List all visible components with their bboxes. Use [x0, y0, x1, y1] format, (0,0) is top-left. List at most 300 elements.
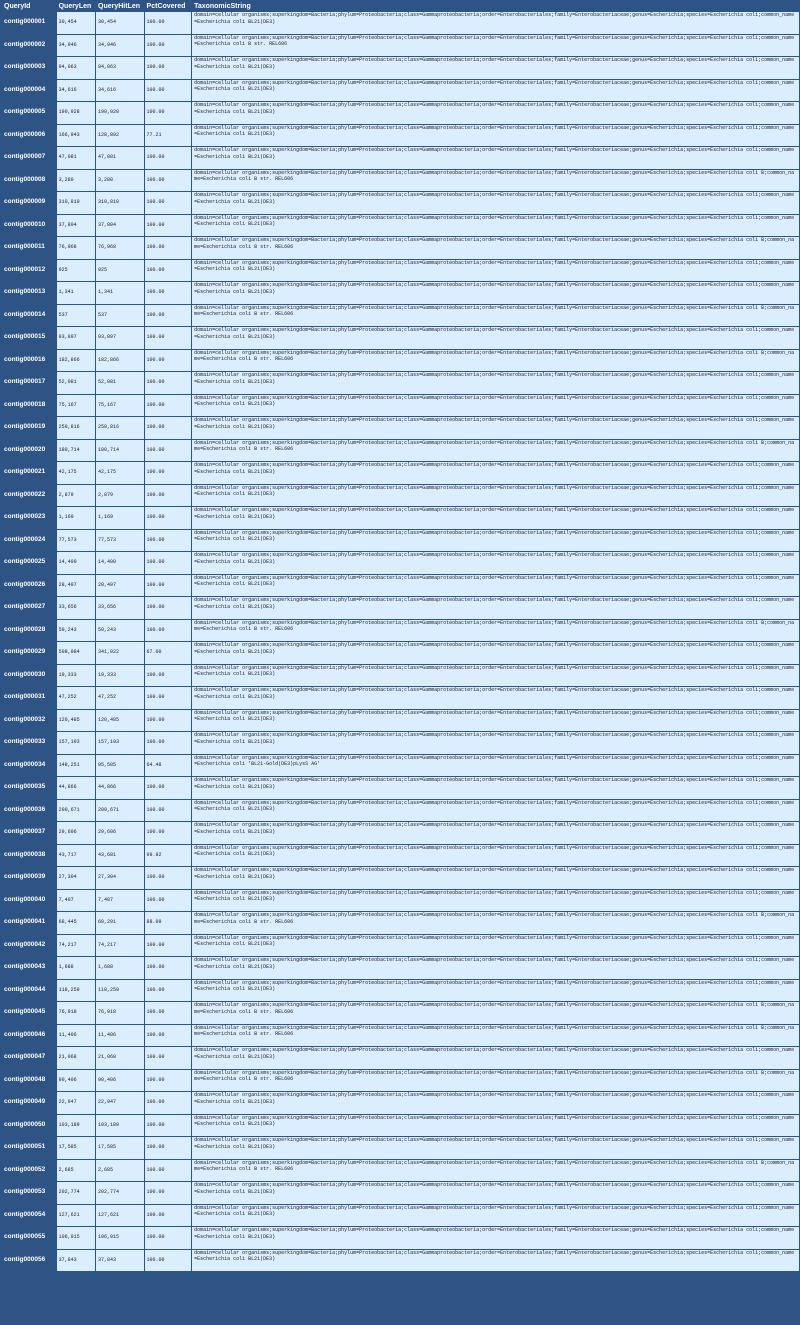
- pct-covered-cell: 100.00: [145, 507, 192, 529]
- pct-covered-cell: 100.00: [145, 215, 192, 237]
- table-row: [2, 462, 799, 484]
- query-hit-len-cell: 341,022: [96, 642, 144, 664]
- table-row: [2, 1025, 799, 1047]
- taxonomic-string-cell: domain=cellular organisms;superkingdom=Bacteria;phylum=Proteobacteria;class=Gammaproteobacteria;order=Enterobacteriales;family=Enterobacteriaceae;genus=Escherichia;species=Escherichia coli B;common_name=Escherichia coli B str. REL606: [192, 1025, 799, 1047]
- pct-covered-cell: 100.00: [145, 1227, 192, 1249]
- table-row: [2, 957, 799, 979]
- table-row: [2, 777, 799, 799]
- taxonomic-string-cell: domain=cellular organisms;superkingdom=Bacteria;phylum=Proteobacteria;class=Gammaproteobacteria;order=Enterobacteriales;family=Enterobacteriaceae;genus=Escherichia;species=Escherichia coli;common_name=Escherichia coli BL21(DE3): [192, 507, 799, 529]
- pct-covered-cell: 100.00: [145, 1025, 192, 1047]
- taxonomic-string-cell: domain=cellular organisms;superkingdom=Bacteria;phylum=Proteobacteria;class=Gammaproteobacteria;order=Enterobacteriales;family=Enterobacteriaceae;genus=Escherichia;species=Escherichia coli;common_name=Escherichia coli BL21(DE3): [192, 575, 799, 597]
- query-id-cell: contig000052: [2, 1160, 56, 1182]
- pct-covered-cell: 100.00: [145, 1137, 192, 1159]
- pct-covered-cell: 100.00: [145, 935, 192, 957]
- query-hit-len-cell: 42,175: [96, 462, 144, 484]
- query-hit-len-cell: 7,407: [96, 890, 144, 912]
- pct-covered-cell: 100.00: [145, 665, 192, 687]
- query-hit-len-cell: 11,406: [96, 1025, 144, 1047]
- table-row: [2, 597, 799, 619]
- table-row: [2, 215, 799, 237]
- taxonomic-string-cell: domain=cellular organisms;superkingdom=Bacteria;phylum=Proteobacteria;class=Gammaproteobacteria;order=Enterobacteriales;family=Enterobacteriaceae;genus=Escherichia;species=Escherichia coli;common_name=Escherichia coli BL21(DE3): [192, 822, 799, 844]
- taxonomic-string-cell: domain=cellular organisms;superkingdom=Bacteria;phylum=Proteobacteria;class=Gammaproteobacteria;order=Enterobacteriales;family=Enterobacteriaceae;genus=Escherichia;species=Escherichia coli;common_name=Escherichia coli BL21(DE3): [192, 327, 799, 349]
- query-len-cell: 103,189: [57, 1115, 95, 1137]
- taxonomic-string-cell: domain=cellular organisms;superkingdom=Bacteria;phylum=Proteobacteria;class=Gammaproteobacteria;order=Enterobacteriales;family=Enterobacteriaceae;genus=Escherichia;species=Escherichia coli;common_name=Escherichia coli BL21(DE3): [192, 1137, 799, 1159]
- taxonomic-string-cell: domain=cellular organisms;superkingdom=Bacteria;phylum=Proteobacteria;class=Gammaproteobacteria;order=Enterobacteriales;family=Enterobacteriaceae;genus=Escherichia;species=Escherichia coli B;common_name=Escherichia coli B str. REL606: [192, 305, 799, 327]
- taxonomic-string-cell: domain=cellular organisms;superkingdom=Bacteria;phylum=Proteobacteria;class=Gammaproteobacteria;order=Enterobacteriales;family=Enterobacteriaceae;genus=Escherichia;species=Escherichia coli;common_name=Escherichia coli BL21(DE3): [192, 417, 799, 439]
- query-hit-len-cell: 1,688: [96, 957, 144, 979]
- query-hit-len-cell: 2,879: [96, 485, 144, 507]
- query-hit-len-cell: 33,656: [96, 597, 144, 619]
- taxonomic-string-cell: domain=cellular organisms;superkingdom=Bacteria;phylum=Proteobacteria;class=Gammaproteobacteria;order=Enterobacteriales;family=Enterobacteriaceae;genus=Escherichia;species=Escherichia coli;common_name=Escherichia coli BL21(DE3): [192, 282, 799, 304]
- query-id-cell: contig000046: [2, 1025, 56, 1047]
- table-row: [2, 620, 799, 642]
- query-id-cell: contig000018: [2, 395, 56, 417]
- query-id-cell: contig000049: [2, 1092, 56, 1114]
- table-row: [2, 260, 799, 282]
- pct-covered-cell: 100.00: [145, 462, 192, 484]
- taxonomic-string-cell: domain=cellular organisms;superkingdom=Bacteria;phylum=Proteobacteria;class=Gammaproteobacteria;order=Enterobacteriales;family=Enterobacteriaceae;genus=Escherichia;species=Escherichia coli;common_name=Escherichia coli BL21(DE3): [192, 1092, 799, 1114]
- pct-covered-cell: 100.00: [145, 12, 192, 34]
- query-id-cell: contig000002: [2, 35, 56, 57]
- taxonomic-string-cell: domain=cellular organisms;superkingdom=Bacteria;phylum=Proteobacteria;class=Gammaproteobacteria;order=Enterobacteriales;family=Enterobacteriaceae;genus=Escherichia;species=Escherichia coli;common_name=Escherichia coli BL21(DE3): [192, 732, 799, 754]
- pct-covered-cell: 100.00: [145, 1205, 192, 1227]
- taxonomic-string-cell: domain=cellular organisms;superkingdom=Bacteria;phylum=Proteobacteria;class=Gammaproteobacteria;order=Enterobacteriales;family=Enterobacteriaceae;genus=Escherichia;species=Escherichia coli;common_name=Escherichia coli BL21(DE3): [192, 890, 799, 912]
- table-body: [2, 12, 799, 1271]
- pct-covered-cell: 100.00: [145, 395, 192, 417]
- query-id-cell: contig000050: [2, 1115, 56, 1137]
- query-id-cell: contig000019: [2, 417, 56, 439]
- query-id-cell: contig000014: [2, 305, 56, 327]
- pct-covered-cell: 100.00: [145, 1047, 192, 1069]
- query-id-cell: contig000051: [2, 1137, 56, 1159]
- query-hit-len-cell: 106,915: [96, 1227, 144, 1249]
- table-row: [2, 642, 799, 664]
- query-id-cell: contig000010: [2, 215, 56, 237]
- table-row: [2, 395, 799, 417]
- query-len-cell: 310,810: [57, 192, 95, 214]
- query-hit-len-cell: 157,193: [96, 732, 144, 754]
- column-header-query-hit-len[interactable]: QueryHitLen: [96, 2, 144, 11]
- taxonomic-string-cell: domain=cellular organisms;superkingdom=Bacteria;phylum=Proteobacteria;class=Gammaproteobacteria;order=Enterobacteriales;family=Enterobacteriaceae;genus=Escherichia;species=Escherichia coli;common_name=Escherichia coli BL21(DE3): [192, 867, 799, 889]
- query-len-cell: 42,175: [57, 462, 95, 484]
- taxonomic-string-cell: domain=cellular organisms;superkingdom=Bacteria;phylum=Proteobacteria;class=Gammaproteobacteria;order=Enterobacteriales;family=Enterobacteriaceae;genus=Escherichia;species=Escherichia coli B;common_name=Escherichia coli B str. REL606: [192, 1070, 799, 1092]
- query-hit-len-cell: 77,573: [96, 530, 144, 552]
- query-id-cell: contig000004: [2, 80, 56, 102]
- query-hit-len-cell: 200,671: [96, 800, 144, 822]
- query-len-cell: 47,252: [57, 687, 95, 709]
- query-len-cell: 120,485: [57, 710, 95, 732]
- query-hit-len-cell: 19,333: [96, 665, 144, 687]
- query-len-cell: 75,167: [57, 395, 95, 417]
- taxonomic-string-cell: domain=cellular organisms;superkingdom=Bacteria;phylum=Proteobacteria;class=Gammaproteobacteria;order=Enterobacteriales;family=Enterobacteriaceae;genus=Escherichia;species=Escherichia coli;common_name=Escherichia coli BL21(DE3): [192, 12, 799, 34]
- query-id-cell: contig000047: [2, 1047, 56, 1069]
- table-row: [2, 57, 799, 79]
- query-len-cell: 90,406: [57, 1070, 95, 1092]
- query-hit-len-cell: 190,928: [96, 102, 144, 124]
- table-row: [2, 912, 799, 934]
- pct-covered-cell: 100.00: [145, 1250, 192, 1272]
- table-row: [2, 1160, 799, 1182]
- taxonomic-string-cell: domain=cellular organisms;superkingdom=Bacteria;phylum=Proteobacteria;class=Gammaproteobacteria;order=Enterobacteriales;family=Enterobacteriaceae;genus=Escherichia;species=Escherichia coli B;common_name=Escherichia coli B str. REL606: [192, 620, 799, 642]
- table-row: [2, 1137, 799, 1159]
- table-row: [2, 1092, 799, 1114]
- pct-covered-cell: 88.09: [145, 912, 192, 934]
- query-len-cell: 118,259: [57, 980, 95, 1002]
- query-len-cell: 14,400: [57, 552, 95, 574]
- query-id-cell: contig000030: [2, 665, 56, 687]
- taxonomic-string-cell: domain=cellular organisms;superkingdom=Bacteria;phylum=Proteobacteria;class=Gammaproteobacteria;order=Enterobacteriales;family=Enterobacteriaceae;genus=Escherichia;species=Escherichia coli B;common_name=Escherichia coli B str. REL606: [192, 170, 799, 192]
- query-id-cell: contig000045: [2, 1002, 56, 1024]
- query-hit-len-cell: 37,843: [96, 1250, 144, 1272]
- query-id-cell: contig000031: [2, 687, 56, 709]
- table-row: [2, 552, 799, 574]
- query-id-cell: contig000044: [2, 980, 56, 1002]
- taxonomic-string-cell: domain=cellular organisms;superkingdom=Bacteria;phylum=Proteobacteria;class=Gammaproteobacteria;order=Enterobacteriales;family=Enterobacteriaceae;genus=Escherichia;species=Escherichia coli B;common_name=Escherichia coli B str. REL606: [192, 1160, 799, 1182]
- query-len-cell: 157,193: [57, 732, 95, 754]
- query-hit-len-cell: 94,063: [96, 57, 144, 79]
- query-len-cell: 250,816: [57, 417, 95, 439]
- query-hit-len-cell: 30,454: [96, 12, 144, 34]
- query-id-cell: contig000028: [2, 620, 56, 642]
- pct-covered-cell: 100.00: [145, 192, 192, 214]
- query-id-cell: contig000029: [2, 642, 56, 664]
- table-row: [2, 845, 799, 867]
- query-hit-len-cell: 29,606: [96, 822, 144, 844]
- query-len-cell: 182,866: [57, 350, 95, 372]
- query-id-cell: contig000017: [2, 372, 56, 394]
- taxonomic-string-cell: domain=cellular organisms;superkingdom=Bacteria;phylum=Proteobacteria;class=Gammaproteobacteria;order=Enterobacteriales;family=Enterobacteriaceae;genus=Escherichia;species=Escherichia coli;common_name=Escherichia coli BL21(DE3): [192, 192, 799, 214]
- query-len-cell: 68,445: [57, 912, 95, 934]
- query-hit-len-cell: 3,280: [96, 170, 144, 192]
- query-len-cell: 34,616: [57, 80, 95, 102]
- taxonomic-string-cell: domain=cellular organisms;superkingdom=Bacteria;phylum=Proteobacteria;class=Gammaproteobacteria;order=Enterobacteriales;family=Enterobacteriaceae;genus=Escherichia;species=Escherichia coli;common_name=Escherichia coli BL21(DE3): [192, 597, 799, 619]
- taxonomic-string-cell: domain=cellular organisms;superkingdom=Bacteria;phylum=Proteobacteria;class=Gammaproteobacteria;order=Enterobacteriales;family=Enterobacteriaceae;genus=Escherichia;species=Escherichia coli;common_name=Escherichia coli BL21(DE3): [192, 462, 799, 484]
- table-row: [2, 147, 799, 169]
- query-id-cell: contig000032: [2, 710, 56, 732]
- pct-covered-cell: 100.00: [145, 867, 192, 889]
- column-header-query-len[interactable]: QueryLen: [57, 2, 95, 11]
- table-row: [2, 867, 799, 889]
- query-len-cell: 29,606: [57, 822, 95, 844]
- query-len-cell: 52,081: [57, 372, 95, 394]
- query-hit-len-cell: 1,341: [96, 282, 144, 304]
- query-len-cell: 94,063: [57, 57, 95, 79]
- query-len-cell: 1,688: [57, 957, 95, 979]
- query-len-cell: 7,407: [57, 890, 95, 912]
- taxonomic-string-cell: domain=cellular organisms;superkingdom=Bacteria;phylum=Proteobacteria;class=Gammaproteobacteria;order=Enterobacteriales;family=Enterobacteriaceae;genus=Escherichia;species=Escherichia coli;common_name=Escherichia coli BL21(DE3): [192, 642, 799, 664]
- query-id-cell: contig000054: [2, 1205, 56, 1227]
- pct-covered-cell: 100.00: [145, 350, 192, 372]
- table-row: [2, 440, 799, 462]
- query-id-cell: contig000023: [2, 507, 56, 529]
- query-hit-len-cell: 76,968: [96, 237, 144, 259]
- table-row: [2, 732, 799, 754]
- taxonomic-string-cell: domain=cellular organisms;superkingdom=Bacteria;phylum=Proteobacteria;class=Gammaproteobacteria;order=Enterobacteriales;family=Enterobacteriaceae;genus=Escherichia;species=Escherichia coli B;common_name=Escherichia coli B str. REL606: [192, 350, 799, 372]
- query-id-cell: contig000011: [2, 237, 56, 259]
- query-id-cell: contig000040: [2, 890, 56, 912]
- query-id-cell: contig000038: [2, 845, 56, 867]
- pct-covered-cell: 100.00: [145, 687, 192, 709]
- query-hit-len-cell: 118,259: [96, 980, 144, 1002]
- query-hit-len-cell: 180,714: [96, 440, 144, 462]
- query-len-cell: 21,068: [57, 1047, 95, 1069]
- query-len-cell: 200,671: [57, 800, 95, 822]
- query-hit-len-cell: 127,621: [96, 1205, 144, 1227]
- query-id-cell: contig000035: [2, 777, 56, 799]
- query-len-cell: 22,947: [57, 1092, 95, 1114]
- pct-covered-cell: 100.00: [145, 552, 192, 574]
- table-row: [2, 687, 799, 709]
- taxonomic-string-cell: domain=cellular organisms;superkingdom=Bacteria;phylum=Proteobacteria;class=Gammaproteobacteria;order=Enterobacteriales;family=Enterobacteriaceae;genus=Escherichia;species=Escherichia coli;common_name=Escherichia coli BL21(DE3): [192, 530, 799, 552]
- table-header: [2, 2, 799, 11]
- query-len-cell: 44,866: [57, 777, 95, 799]
- query-id-cell: contig000022: [2, 485, 56, 507]
- query-id-cell: contig000025: [2, 552, 56, 574]
- taxonomic-string-cell: domain=cellular organisms;superkingdom=Bacteria;phylum=Proteobacteria;class=Gammaproteobacteria;order=Enterobacteriales;family=Enterobacteriaceae;genus=Escherichia;species=Escherichia coli;common_name=Escherichia coli B str. REL606: [192, 35, 799, 57]
- table-row: [2, 417, 799, 439]
- query-id-cell: contig000015: [2, 327, 56, 349]
- pct-covered-cell: 100.00: [145, 710, 192, 732]
- table-row: [2, 35, 799, 57]
- taxonomic-string-cell: domain=cellular organisms;superkingdom=Bacteria;phylum=Proteobacteria;class=Gammaproteobacteria;order=Enterobacteriales;family=Enterobacteriaceae;genus=Escherichia;species=Escherichia coli;common_name=Escherichia coli BL21(DE3): [192, 665, 799, 687]
- table-row: [2, 890, 799, 912]
- query-hit-len-cell: 925: [96, 260, 144, 282]
- table-row: [2, 575, 799, 597]
- taxonomic-string-cell: domain=cellular organisms;superkingdom=Bacteria;phylum=Proteobacteria;class=Gammaproteobacteria;order=Enterobacteriales;family=Enterobacteriaceae;genus=Escherichia;species=Escherichia coli;common_name=Escherichia coli BL21(DE3): [192, 102, 799, 124]
- taxonomic-string-cell: domain=cellular organisms;superkingdom=Bacteria;phylum=Proteobacteria;class=Gammaproteobacteria;order=Enterobacteriales;family=Enterobacteriaceae;genus=Escherichia;species=Escherichia coli;common_name=Escherichia coli BL21(DE3): [192, 1182, 799, 1204]
- query-len-cell: 43,717: [57, 845, 95, 867]
- table-row: [2, 507, 799, 529]
- query-id-cell: contig000021: [2, 462, 56, 484]
- taxonomic-string-cell: domain=cellular organisms;superkingdom=Bacteria;phylum=Proteobacteria;class=Gammaproteobacteria;order=Enterobacteriales;family=Enterobacteriaceae;genus=Escherichia;species=Escherichia coli;common_name=Escherichia coli BL21(DE3): [192, 800, 799, 822]
- taxonomic-string-cell: domain=cellular organisms;superkingdom=Bacteria;phylum=Proteobacteria;class=Gammaproteobacteria;order=Enterobacteriales;family=Enterobacteriaceae;genus=Escherichia;species=Escherichia coli;common_name=Escherichia coli 'BL21-Gold(DE3)pLysS AG': [192, 755, 799, 777]
- pct-covered-cell: 100.00: [145, 1092, 192, 1114]
- column-header-query-id[interactable]: QueryId: [2, 2, 56, 11]
- query-hit-len-cell: 44,866: [96, 777, 144, 799]
- query-hit-len-cell: 75,167: [96, 395, 144, 417]
- query-len-cell: 93,897: [57, 327, 95, 349]
- pct-covered-cell: 100.00: [145, 282, 192, 304]
- query-id-cell: contig000043: [2, 957, 56, 979]
- query-hit-len-cell: 202,774: [96, 1182, 144, 1204]
- query-id-cell: contig000024: [2, 530, 56, 552]
- taxonomic-string-cell: domain=cellular organisms;superkingdom=Bacteria;phylum=Proteobacteria;class=Gammaproteobacteria;order=Enterobacteriales;family=Enterobacteriaceae;genus=Escherichia;species=Escherichia coli;common_name=Escherichia coli BL21(DE3): [192, 215, 799, 237]
- pct-covered-cell: 100.00: [145, 1002, 192, 1024]
- query-len-cell: 77,573: [57, 530, 95, 552]
- pct-covered-cell: 100.00: [145, 530, 192, 552]
- taxonomic-string-cell: domain=cellular organisms;superkingdom=Bacteria;phylum=Proteobacteria;class=Gammaproteobacteria;order=Enterobacteriales;family=Enterobacteriaceae;genus=Escherichia;species=Escherichia coli;common_name=Escherichia coli BL21(DE3): [192, 957, 799, 979]
- query-hit-len-cell: 52,081: [96, 372, 144, 394]
- pct-covered-cell: 100.00: [145, 237, 192, 259]
- query-id-cell: contig000042: [2, 935, 56, 957]
- query-id-cell: contig000039: [2, 867, 56, 889]
- taxonomic-string-cell: domain=cellular organisms;superkingdom=Bacteria;phylum=Proteobacteria;class=Gammaproteobacteria;order=Enterobacteriales;family=Enterobacteriaceae;genus=Escherichia;species=Escherichia coli B;common_name=Escherichia coli B str. REL606: [192, 912, 799, 934]
- pct-covered-cell: 100.00: [145, 80, 192, 102]
- pct-covered-cell: 100.00: [145, 620, 192, 642]
- query-len-cell: 11,406: [57, 1025, 95, 1047]
- table-row: [2, 485, 799, 507]
- pct-covered-cell: 100.00: [145, 35, 192, 57]
- table-row: [2, 125, 799, 147]
- query-id-cell: contig000041: [2, 912, 56, 934]
- query-id-cell: contig000009: [2, 192, 56, 214]
- query-id-cell: contig000007: [2, 147, 56, 169]
- query-hit-len-cell: 2,685: [96, 1160, 144, 1182]
- table-row: [2, 372, 799, 394]
- query-hit-len-cell: 14,400: [96, 552, 144, 574]
- pct-covered-cell: 100.00: [145, 980, 192, 1002]
- pct-covered-cell: 100.00: [145, 890, 192, 912]
- query-id-cell: contig000013: [2, 282, 56, 304]
- table-row: [2, 1115, 799, 1137]
- taxonomic-string-cell: domain=cellular organisms;superkingdom=Bacteria;phylum=Proteobacteria;class=Gammaproteobacteria;order=Enterobacteriales;family=Enterobacteriaceae;genus=Escherichia;species=Escherichia coli;common_name=Escherichia coli BL21(DE3): [192, 1115, 799, 1137]
- column-header-pct-covered[interactable]: PctCovered: [145, 2, 192, 11]
- query-hit-len-cell: 120,485: [96, 710, 144, 732]
- taxonomic-string-cell: domain=cellular organisms;superkingdom=Bacteria;phylum=Proteobacteria;class=Gammaproteobacteria;order=Enterobacteriales;family=Enterobacteriaceae;genus=Escherichia;species=Escherichia coli;common_name=Escherichia coli BL21(DE3): [192, 980, 799, 1002]
- taxonomic-string-cell: domain=cellular organisms;superkingdom=Bacteria;phylum=Proteobacteria;class=Gammaproteobacteria;order=Enterobacteriales;family=Enterobacteriaceae;genus=Escherichia;species=Escherichia coli;common_name=Escherichia coli BL21(DE3): [192, 552, 799, 574]
- query-len-cell: 27,304: [57, 867, 95, 889]
- taxonomic-string-cell: domain=cellular organisms;superkingdom=Bacteria;phylum=Proteobacteria;class=Gammaproteobacteria;order=Enterobacteriales;family=Enterobacteriaceae;genus=Escherichia;species=Escherichia coli;common_name=Escherichia coli BL21(DE3): [192, 260, 799, 282]
- query-len-cell: 28,497: [57, 575, 95, 597]
- query-hit-len-cell: 28,497: [96, 575, 144, 597]
- table-row: [2, 935, 799, 957]
- query-hit-len-cell: 60,291: [96, 912, 144, 934]
- query-id-cell: contig000020: [2, 440, 56, 462]
- table-row: [2, 170, 799, 192]
- table-row: [2, 710, 799, 732]
- pct-covered-cell: 100.00: [145, 260, 192, 282]
- pct-covered-cell: 67.00: [145, 642, 192, 664]
- query-hit-len-cell: 22,947: [96, 1092, 144, 1114]
- query-id-cell: contig000006: [2, 125, 56, 147]
- pct-covered-cell: 100.00: [145, 1160, 192, 1182]
- pct-covered-cell: 100.00: [145, 170, 192, 192]
- query-hit-len-cell: 47,081: [96, 147, 144, 169]
- query-len-cell: 33,656: [57, 597, 95, 619]
- query-hit-len-cell: 90,406: [96, 1070, 144, 1092]
- query-len-cell: 37,804: [57, 215, 95, 237]
- table-row: [2, 305, 799, 327]
- pct-covered-cell: 100.00: [145, 822, 192, 844]
- table-row: [2, 1250, 799, 1272]
- taxonomic-string-cell: domain=cellular organisms;superkingdom=Bacteria;phylum=Proteobacteria;class=Gammaproteobacteria;order=Enterobacteriales;family=Enterobacteriaceae;genus=Escherichia;species=Escherichia coli;common_name=Escherichia coli BL21(DE3): [192, 1227, 799, 1249]
- table-row: [2, 1070, 799, 1092]
- pct-covered-cell: 100.00: [145, 57, 192, 79]
- query-id-cell: contig000008: [2, 170, 56, 192]
- pct-covered-cell: 100.00: [145, 1182, 192, 1204]
- taxonomic-string-cell: domain=cellular organisms;superkingdom=Bacteria;phylum=Proteobacteria;class=Gammaproteobacteria;order=Enterobacteriales;family=Enterobacteriaceae;genus=Escherichia;species=Escherichia coli;common_name=Escherichia coli BL21(DE3): [192, 1205, 799, 1227]
- table-row: [2, 282, 799, 304]
- table-row: [2, 1182, 799, 1204]
- query-id-cell: contig000053: [2, 1182, 56, 1204]
- query-len-cell: 3,280: [57, 170, 95, 192]
- query-len-cell: 190,928: [57, 102, 95, 124]
- taxonomic-string-cell: domain=cellular organisms;superkingdom=Bacteria;phylum=Proteobacteria;class=Gammaproteobacteria;order=Enterobacteriales;family=Enterobacteriaceae;genus=Escherichia;species=Escherichia coli;common_name=Escherichia coli BL21(DE3): [192, 372, 799, 394]
- taxonomic-string-cell: domain=cellular organisms;superkingdom=Bacteria;phylum=Proteobacteria;class=Gammaproteobacteria;order=Enterobacteriales;family=Enterobacteriaceae;genus=Escherichia;species=Escherichia coli;common_name=Escherichia coli BL21(DE3): [192, 395, 799, 417]
- query-hit-len-cell: 537: [96, 305, 144, 327]
- table-row: [2, 192, 799, 214]
- query-id-cell: contig000033: [2, 732, 56, 754]
- query-id-cell: contig000001: [2, 12, 56, 34]
- query-len-cell: 74,217: [57, 935, 95, 957]
- query-hit-len-cell: 95,585: [96, 755, 144, 777]
- query-id-cell: contig000055: [2, 1227, 56, 1249]
- pct-covered-cell: 100.00: [145, 417, 192, 439]
- pct-covered-cell: 100.00: [145, 102, 192, 124]
- table-row: [2, 980, 799, 1002]
- table-row: [2, 1047, 799, 1069]
- table-row: [2, 530, 799, 552]
- pct-covered-cell: 64.48: [145, 755, 192, 777]
- query-id-cell: contig000048: [2, 1070, 56, 1092]
- query-id-cell: contig000056: [2, 1250, 56, 1272]
- query-len-cell: 19,333: [57, 665, 95, 687]
- query-len-cell: 37,843: [57, 1250, 95, 1272]
- query-id-cell: contig000003: [2, 57, 56, 79]
- pct-covered-cell: 100.00: [145, 575, 192, 597]
- taxonomic-string-cell: domain=cellular organisms;superkingdom=Bacteria;phylum=Proteobacteria;class=Gammaproteobacteria;order=Enterobacteriales;family=Enterobacteriaceae;genus=Escherichia;species=Escherichia coli;common_name=Escherichia coli BL21(DE3): [192, 57, 799, 79]
- taxonomic-string-cell: domain=cellular organisms;superkingdom=Bacteria;phylum=Proteobacteria;class=Gammaproteobacteria;order=Enterobacteriales;family=Enterobacteriaceae;genus=Escherichia;species=Escherichia coli B;common_name=Escherichia coli B str. REL606: [192, 237, 799, 259]
- pct-covered-cell: 100.00: [145, 1070, 192, 1092]
- pct-covered-cell: 100.00: [145, 305, 192, 327]
- query-hit-len-cell: 34,946: [96, 35, 144, 57]
- query-len-cell: 508,984: [57, 642, 95, 664]
- query-len-cell: 148,251: [57, 755, 95, 777]
- query-len-cell: 180,714: [57, 440, 95, 462]
- pct-covered-cell: 100.00: [145, 777, 192, 799]
- pct-covered-cell: 99.92: [145, 845, 192, 867]
- pct-covered-cell: 100.00: [145, 732, 192, 754]
- results-table: [1, 1, 800, 1272]
- taxonomic-string-cell: domain=cellular organisms;superkingdom=Bacteria;phylum=Proteobacteria;class=Gammaproteobacteria;order=Enterobacteriales;family=Enterobacteriaceae;genus=Escherichia;species=Escherichia coli;common_name=Escherichia coli BL21(DE3): [192, 1047, 799, 1069]
- query-id-cell: contig000005: [2, 102, 56, 124]
- taxonomic-string-cell: domain=cellular organisms;superkingdom=Bacteria;phylum=Proteobacteria;class=Gammaproteobacteria;order=Enterobacteriales;family=Enterobacteriaceae;genus=Escherichia;species=Escherichia coli;common_name=Escherichia coli BL21(DE3): [192, 845, 799, 867]
- query-len-cell: 1,169: [57, 507, 95, 529]
- query-id-cell: contig000026: [2, 575, 56, 597]
- query-hit-len-cell: 74,217: [96, 935, 144, 957]
- taxonomic-string-cell: domain=cellular organisms;superkingdom=Bacteria;phylum=Proteobacteria;class=Gammaproteobacteria;order=Enterobacteriales;family=Enterobacteriaceae;genus=Escherichia;species=Escherichia coli B;common_name=Escherichia coli B str. REL606: [192, 1002, 799, 1024]
- query-len-cell: 17,585: [57, 1137, 95, 1159]
- taxonomic-string-cell: domain=cellular organisms;superkingdom=Bacteria;phylum=Proteobacteria;class=Gammaproteobacteria;order=Enterobacteriales;family=Enterobacteriaceae;genus=Escherichia;species=Escherichia coli;common_name=Escherichia coli BL21(DE3): [192, 147, 799, 169]
- column-header-taxonomic-string[interactable]: TaxonomicString: [192, 2, 799, 11]
- query-id-cell: contig000037: [2, 822, 56, 844]
- pct-covered-cell: 100.00: [145, 372, 192, 394]
- table-row: [2, 665, 799, 687]
- taxonomic-string-cell: domain=cellular organisms;superkingdom=Bacteria;phylum=Proteobacteria;class=Gammaproteobacteria;order=Enterobacteriales;family=Enterobacteriaceae;genus=Escherichia;species=Escherichia coli;common_name=Escherichia coli BL21(DE3): [192, 710, 799, 732]
- query-len-cell: 76,968: [57, 237, 95, 259]
- pct-covered-cell: 100.00: [145, 327, 192, 349]
- query-id-cell: contig000027: [2, 597, 56, 619]
- query-len-cell: 76,918: [57, 1002, 95, 1024]
- query-hit-len-cell: 1,169: [96, 507, 144, 529]
- table-row: [2, 327, 799, 349]
- table-row: [2, 822, 799, 844]
- pct-covered-cell: 100.00: [145, 1115, 192, 1137]
- table-row: [2, 80, 799, 102]
- query-len-cell: 47,081: [57, 147, 95, 169]
- taxonomic-string-cell: domain=cellular organisms;superkingdom=Bacteria;phylum=Proteobacteria;class=Gammaproteobacteria;order=Enterobacteriales;family=Enterobacteriaceae;genus=Escherichia;species=Escherichia coli;common_name=Escherichia coli BL21(DE3): [192, 485, 799, 507]
- query-hit-len-cell: 59,243: [96, 620, 144, 642]
- query-hit-len-cell: 250,816: [96, 417, 144, 439]
- table-row: [2, 1205, 799, 1227]
- query-len-cell: 202,774: [57, 1182, 95, 1204]
- table-row: [2, 350, 799, 372]
- query-len-cell: 2,685: [57, 1160, 95, 1182]
- query-hit-len-cell: 128,892: [96, 125, 144, 147]
- taxonomic-string-cell: domain=cellular organisms;superkingdom=Bacteria;phylum=Proteobacteria;class=Gammaproteobacteria;order=Enterobacteriales;family=Enterobacteriaceae;genus=Escherichia;species=Escherichia coli;common_name=Escherichia coli BL21(DE3): [192, 80, 799, 102]
- query-id-cell: contig000016: [2, 350, 56, 372]
- header-row: [2, 2, 799, 11]
